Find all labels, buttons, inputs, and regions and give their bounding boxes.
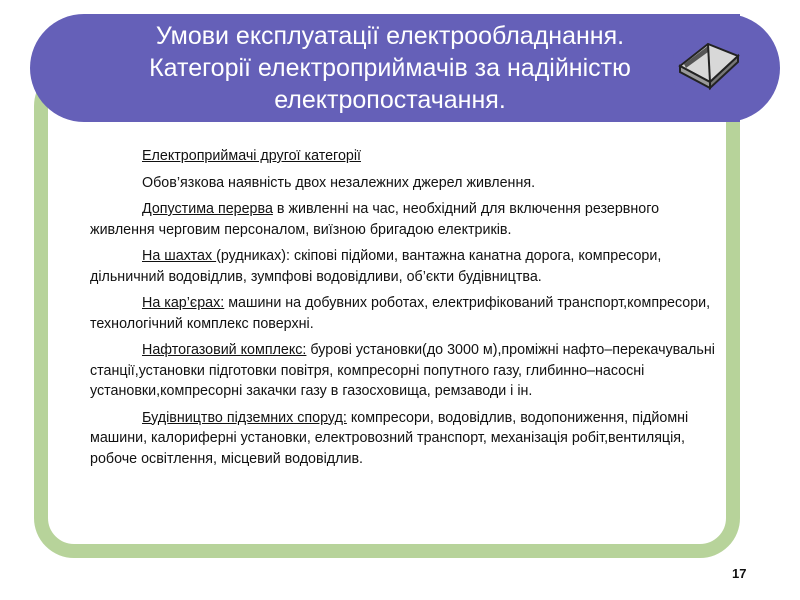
paragraph-underground bbox=[90, 408, 726, 470]
paragraph-text: машини на добувних роботах, електрифікований транспорт,компресори, технологічний комплекс поверхні. bbox=[90, 295, 711, 332]
title-line-2: Категорії електроприймачів за надійністю bbox=[149, 54, 631, 82]
title-line-1: Умови експлуатації електрообладнання. bbox=[155, 22, 625, 50]
paragraph-mines bbox=[90, 246, 726, 287]
paragraph-text: (рудниках): скіпові підйоми, вантажна канатна дорога, компресори, дільничний водовідлив, зумпфові водовідливи, об’єкти будівництва. bbox=[90, 248, 662, 285]
paragraph-label: Нафтогазовий комплекс: bbox=[142, 342, 307, 358]
paragraph-text: компресори, водовідлив, водопониження, підйомні машини, калориферні установки, електровозний транспорт, механізація робіт,вентиляція, робоче освітлення, місцевий водовідлив. bbox=[90, 409, 689, 467]
section-heading bbox=[90, 146, 726, 167]
page-number: 17 bbox=[732, 566, 747, 581]
paragraph-label: Допустима перерва bbox=[142, 201, 273, 217]
paragraph-interruption bbox=[90, 199, 726, 240]
paragraph-label: На кар’єрах: bbox=[142, 295, 225, 311]
paragraph-label: На шахтах bbox=[142, 248, 217, 264]
paragraph-label: Будівництво підземних споруд: bbox=[142, 409, 347, 426]
paragraph-quarries bbox=[90, 293, 726, 334]
slide-title bbox=[80, 20, 700, 116]
intro-paragraph: Обов’язкова наявність двох незалежних джерел живлення. bbox=[142, 174, 536, 191]
slide-body bbox=[90, 146, 726, 475]
heading-text: Електроприймачі другої категорії bbox=[142, 148, 361, 164]
paragraph-oil-gas bbox=[90, 340, 726, 402]
paragraph-text: в живленні на час, необхідний для включення резервного живлення черговим персоналом, виїзною бригадою електриків. bbox=[90, 201, 660, 238]
paragraph-text: бурові установки(до 3000 м),проміжні нафто–перекачувальні станції,установки підготовки повітря, компресорні попутного газу, глибинно–насосні установки,компресорні закачки газу в газосховища, ремзаводи і ін. bbox=[90, 342, 715, 399]
book-icon bbox=[674, 26, 744, 96]
title-line-3: електропостачання. bbox=[274, 86, 506, 114]
